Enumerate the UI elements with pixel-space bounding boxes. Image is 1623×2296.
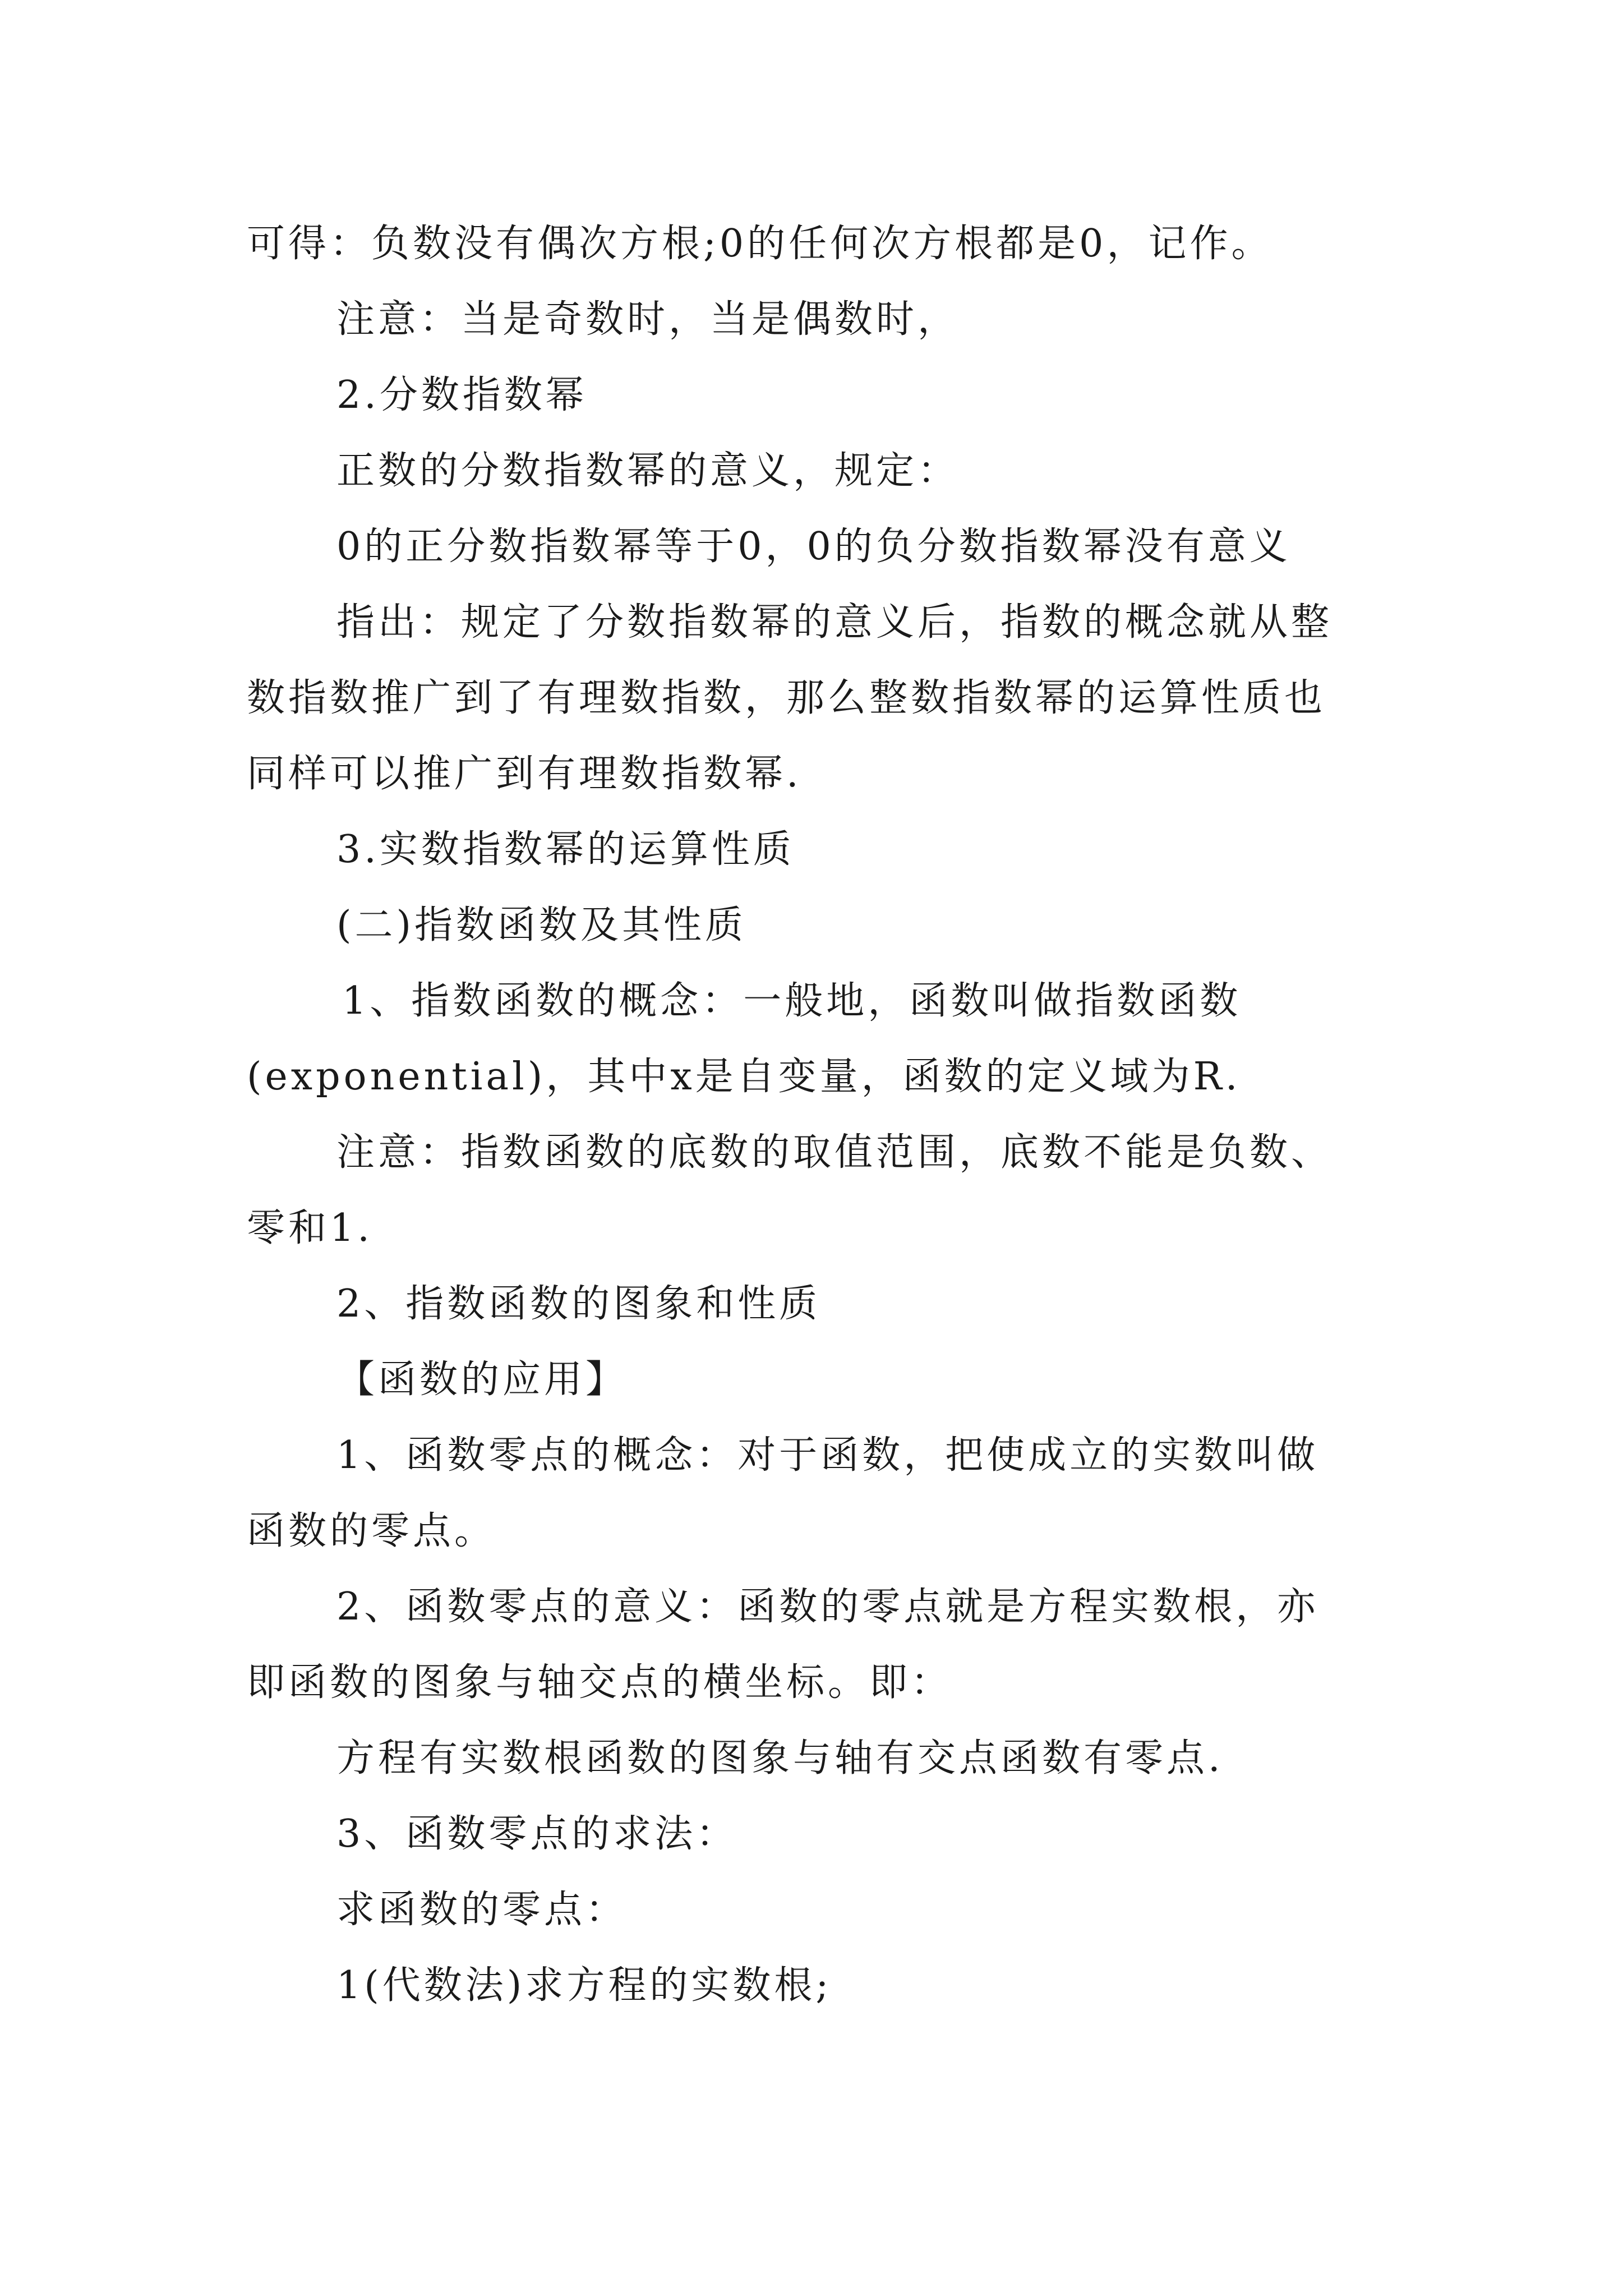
text-line: 3.实数指数幂的运算性质 bbox=[336, 827, 795, 872]
text-line: 求函数的零点： bbox=[336, 1888, 628, 1932]
text-line: 2.分数指数幂 bbox=[336, 373, 587, 417]
text-line: 1、指数函数的概念：一般地，函数叫做指数函数 bbox=[342, 979, 1242, 1023]
text-line: 注意：当是奇数时，当是偶数时， bbox=[336, 297, 960, 342]
text-line: 注意：指数函数的底数的取值范围，底数不能是负数、 bbox=[336, 1130, 1333, 1175]
text-line: 同样可以推广到有理数指数幂. bbox=[247, 752, 802, 796]
text-line: 可得：负数没有偶次方根;0的任何次方根都是0，记作。 bbox=[247, 222, 1273, 266]
text-line: (二)指数函数及其性质 bbox=[336, 903, 747, 947]
text-line: 【函数的应用】 bbox=[336, 1358, 628, 1402]
text-line: 1(代数法)求方程的实数根; bbox=[336, 1963, 832, 2008]
text-line: 2、函数零点的意义：函数的零点就是方程实数根，亦 bbox=[336, 1585, 1319, 1629]
text-line: 正数的分数指数幂的意义，规定： bbox=[336, 449, 960, 493]
text-line: 2、指数函数的图象和性质 bbox=[336, 1282, 821, 1326]
text-line: 数指数推广到了有理数指数，那么整数指数幂的运算性质也 bbox=[247, 676, 1326, 720]
text-line: 3、函数零点的求法： bbox=[336, 1812, 738, 1856]
text-line: 1、函数零点的概念：对于函数，把使成立的实数叫做 bbox=[336, 1433, 1319, 1478]
text-line: 即函数的图象与轴交点的横坐标。即： bbox=[247, 1660, 953, 1705]
text-line: 0的正分数指数幂等于0，0的负分数指数幂没有意义 bbox=[336, 524, 1291, 569]
text-line: 方程有实数根函数的图象与轴有交点函数有零点. bbox=[336, 1736, 1224, 1780]
text-line: 零和1. bbox=[247, 1206, 373, 1250]
text-line: 函数的零点。 bbox=[247, 1509, 496, 1553]
text-line: (exponential)，其中x是自变量，函数的定义域为R. bbox=[247, 1055, 1241, 1099]
text-line: 指出：规定了分数指数幂的意义后，指数的概念就从整 bbox=[336, 600, 1333, 645]
